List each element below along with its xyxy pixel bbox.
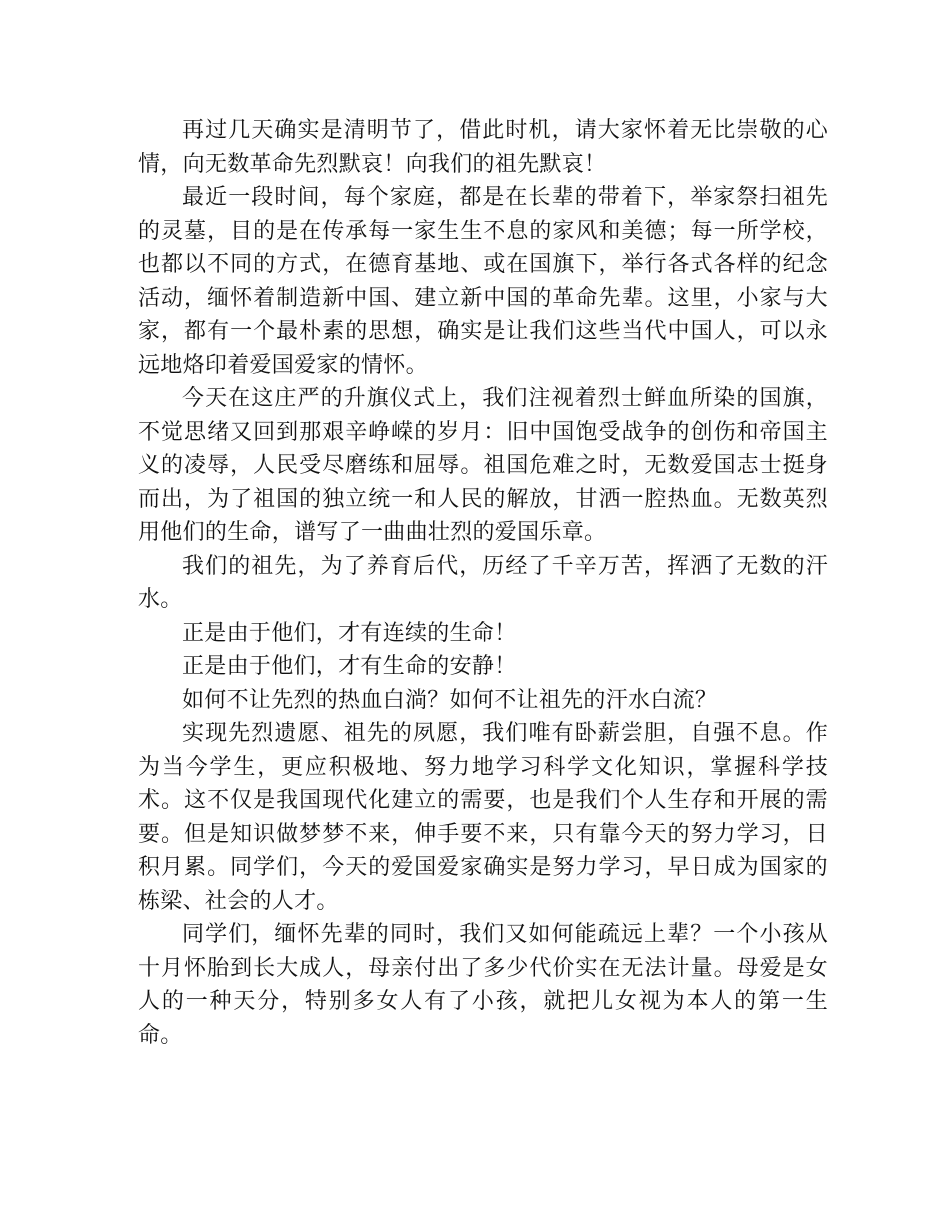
paragraph-3: 今天在这庄严的升旗仪式上，我们注视着烈士鲜血所染的国旗，不觉思绪又回到那艰辛峥嵘的岁月：旧中国饱受战争的创伤和帝国主义的凌辱，人民受尽磨练和屈辱。祖国危难之时，无数爱国志士挺身而出，为了祖国的独立统一和人民的解放，甘洒一腔热血。无数英烈用他们的生命，谱写了一曲曲壮烈的爱国乐章。 — [138, 386, 828, 545]
document-body — [138, 114, 828, 1052]
paragraph-5: 正是由于他们，才有连续的生命！ — [182, 620, 517, 646]
paragraph-4: 我们的祖先，为了养育后代，历经了千辛万苦，挥洒了无数的汗水。 — [138, 553, 828, 612]
paragraph-9: 同学们，缅怀先辈的同时，我们又如何能疏远上辈？一个小孩从十月怀胎到长大成人，母亲付出了多少代价实在无法计量。母爱是女人的一种天分，特别多女人有了小孩，就把儿女视为本人的第一生命。 — [138, 922, 828, 1048]
paragraph-7: 如何不让先烈的热血白淌？如何不让祖先的汗水白流？ — [182, 687, 718, 713]
paragraph-2: 最近一段时间，每个家庭，都是在长辈的带着下，举家祭扫祖先的灵墓，目的是在传承每一家生生不息的家风和美德；每一所学校，也都以不同的方式，在德育基地、或在国旗下，举行各式各样的纪念活动，缅怀着制造新中国、建立新中国的革命先辈。这里，小家与大家，都有一个最朴素的思想，确实是让我们这些当代中国人，可以永远地烙印着爱国爱家的情怀。 — [138, 185, 828, 378]
paragraph-8: 实现先烈遗愿、祖先的夙愿，我们唯有卧薪尝胆，自强不息。作为当今学生，更应积极地、努力地学习科学文化知识，掌握科学技术。这不仅是我国现代化建立的需要，也是我们个人生存和开展的需要。但是知识做梦梦不来，伸手要不来，只有靠今天的努力学习，日积月累。同学们，今天的爱国爱家确实是努力学习，早日成为国家的栋梁、社会的人才。 — [138, 721, 828, 914]
paragraph-6: 正是由于他们，才有生命的安静！ — [182, 654, 517, 679]
paragraph-1: 再过几天确实是清明节了，借此时机，请大家怀着无比崇敬的心情，向无数革命先烈默哀！向我们的祖先默哀！ — [138, 118, 828, 177]
